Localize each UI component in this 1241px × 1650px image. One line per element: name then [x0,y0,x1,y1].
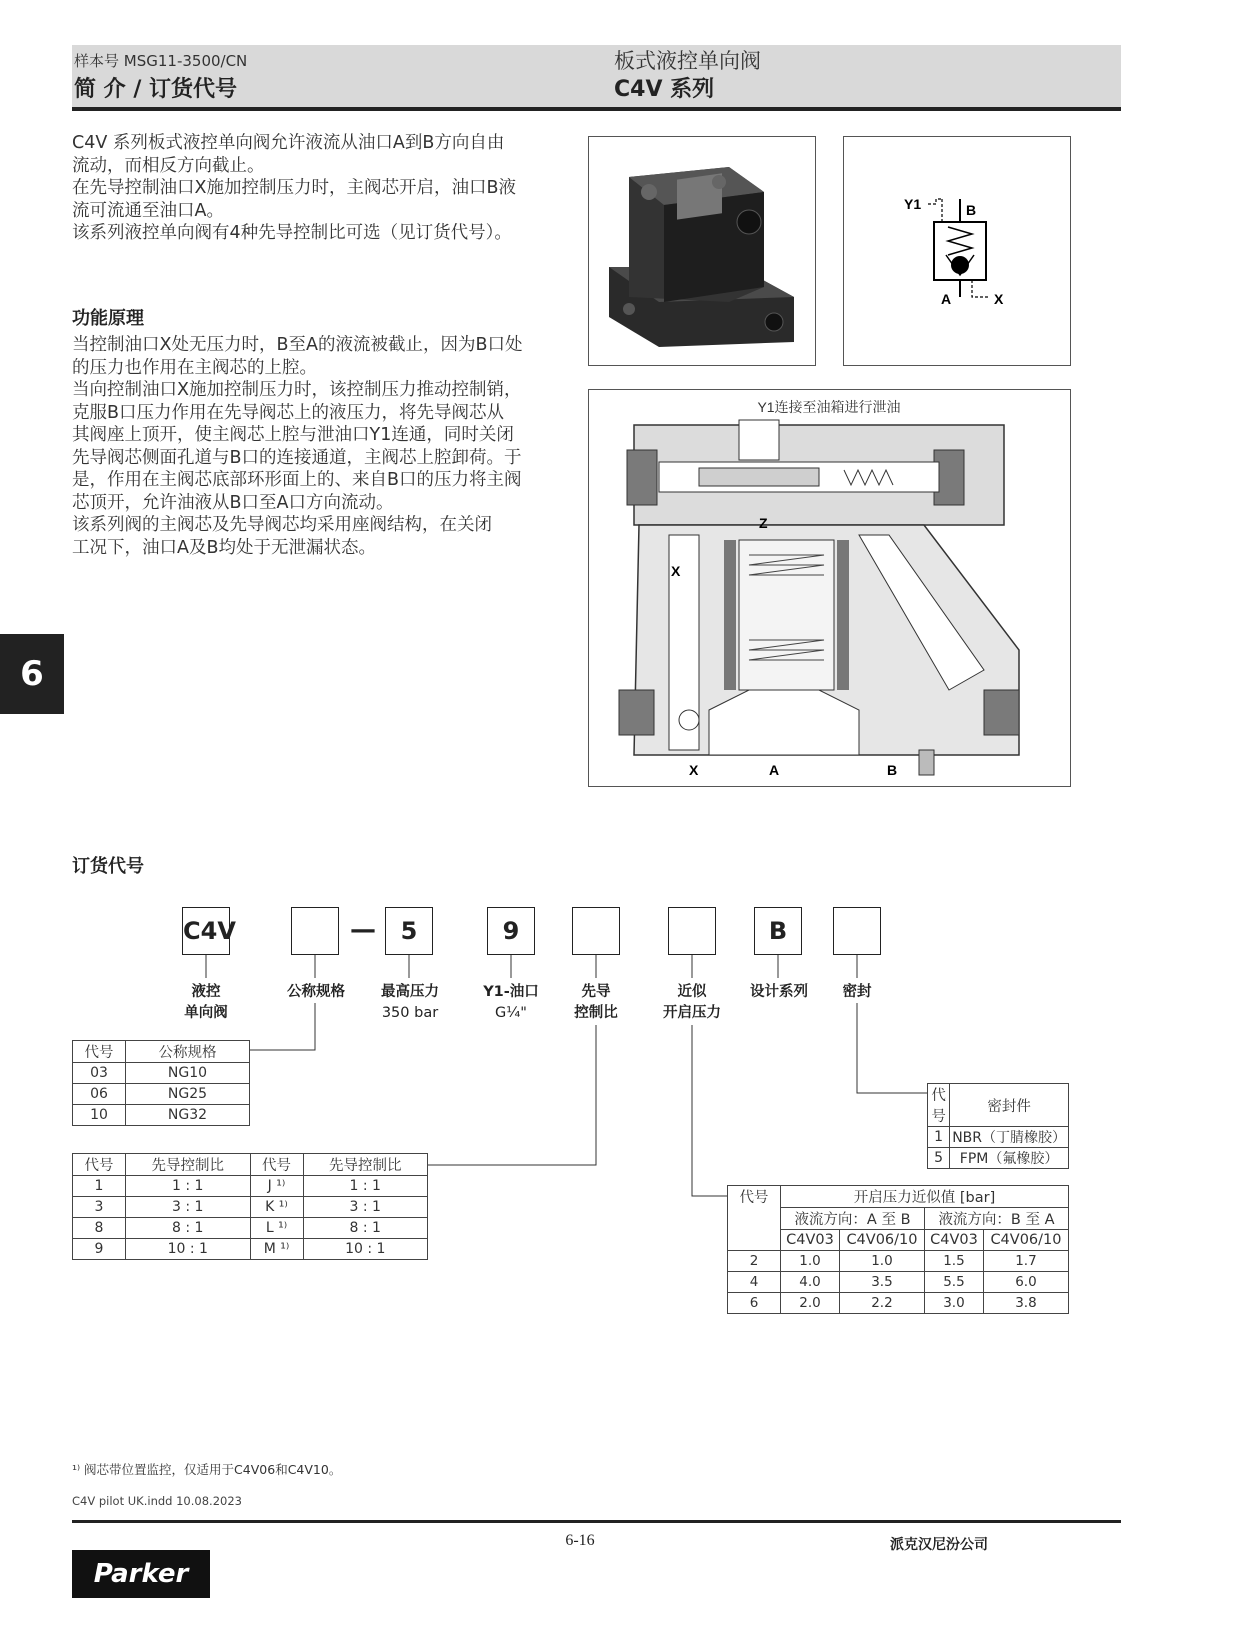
label-line: 控制比 [574,1005,618,1021]
label-line: 液控 [191,984,221,1000]
product-subtitle: 板式液控单向阀 [614,49,761,73]
table-header: 代号 [250,1154,303,1176]
file-info: C4V pilot UK.indd 10.08.2023 [72,1494,242,1508]
table-header: C4V03 [781,1230,840,1251]
table-header: 代号 [73,1154,126,1176]
size-table [72,1040,250,1126]
function-line: 该系列阀的主阀芯及先导阀芯均采用座阀结构，在关闭 [72,515,492,535]
code-box-pressure: 5 [385,907,433,955]
table-cell: 1 : 1 [303,1176,428,1197]
intro-line: 该系列液控单向阀有4种先导控制比可选（见订货代号）。 [72,223,512,243]
seal-table [927,1083,1069,1169]
product-title: C4V 系列 [614,77,715,102]
table-row [73,1239,428,1260]
parker-logo: Parker [72,1550,210,1598]
table-cell: 6 [728,1293,781,1314]
symbol-b-label: B [966,202,977,218]
table-cell: 03 [73,1063,126,1084]
table-row [73,1197,428,1218]
table-cell: 2.0 [781,1293,840,1314]
table-cell: 1 : 1 [126,1176,251,1197]
drawing-z-label: Z [759,515,768,531]
table-cell: FPM（氟橡胶） [950,1148,1069,1169]
label-check-valve [176,982,236,1024]
table-header: 密封件 [950,1084,1069,1127]
table-header: 液流方向：B 至 A [924,1208,1068,1230]
code-box-y1-port: 9 [487,907,535,955]
footnote: ¹⁾ 阀芯带位置监控，仅适用于C4V06和C4V10。 [72,1462,342,1477]
table-cell: 1.0 [781,1251,840,1272]
table-cell: NBR（丁腈橡胶） [950,1127,1069,1148]
table-row [728,1293,1069,1314]
section-title: 简 介 / 订货代号 [74,77,238,102]
table-cell: 8 [73,1218,126,1239]
table-row [73,1176,428,1197]
function-line: 的压力也作用在主阀芯的上腔。 [72,357,317,378]
company-name: 派克汉尼汾公司 [890,1537,988,1553]
table-header: 代号 [73,1041,126,1063]
function-line: 其阀座上顶开，使主阀芯上腔与泄油口Y1连通，同时关闭 [72,425,514,445]
table-header: 先导控制比 [303,1154,428,1176]
table-header: C4V06/10 [983,1230,1068,1251]
table-row [728,1272,1069,1293]
table-row [928,1148,1069,1169]
chapter-tab: 6 [0,634,64,714]
table-cell: 9 [73,1239,126,1260]
symbol-a-label: A [941,291,952,307]
table-header: C4V03 [924,1230,983,1251]
table-row [928,1127,1069,1148]
table-cell: 2 [728,1251,781,1272]
table-cell: 1.0 [839,1251,924,1272]
table-row [73,1105,250,1126]
label-line: 开启压力 [663,1005,721,1021]
pilot-ratio-table [72,1153,428,1260]
table-row [728,1251,1069,1272]
table-header: 先导控制比 [126,1154,251,1176]
table-cell: NG25 [126,1084,250,1105]
label-line: Y1-油口 [483,984,539,1000]
label-cracking-pressure [656,982,728,1024]
table-cell: 1.7 [983,1251,1068,1272]
table-cell: 3.8 [983,1293,1068,1314]
function-line: 当向控制油口X施加控制压力时，该控制压力推动控制销， [72,380,522,400]
catalog-number: 样本号 MSG11-3500/CN [74,52,248,70]
intro-line: C4V 系列板式液控单向阀允许液流从油口A到B方向自由 [72,133,505,153]
table-cell: 3 : 1 [126,1197,251,1218]
table-cell: 3 : 1 [303,1197,428,1218]
table-cell: NG32 [126,1105,250,1126]
code-box-series: C4V [182,907,230,955]
table-cell: 4 [728,1272,781,1293]
table-header: 公称规格 [126,1041,250,1063]
label-y1-port [477,982,545,1024]
table-cell: 3.0 [924,1293,983,1314]
table-cell: 8 : 1 [303,1218,428,1239]
table-header: C4V06/10 [839,1230,924,1251]
function-line: 芯顶开，允许油液从B口至A口方向流动。 [72,492,394,513]
table-cell: 5 [928,1148,950,1169]
table-cell: 10 : 1 [126,1239,251,1260]
label-line: 近似 [677,984,707,1000]
drawing-x-label: X [689,762,699,778]
table-cell: 5.5 [924,1272,983,1293]
table-cell: 06 [73,1084,126,1105]
table-cell: L ¹⁾ [250,1218,303,1239]
label-nominal-size: 公称规格 [287,984,345,1000]
drawing-a-label: A [769,762,780,778]
table-cell: 4.0 [781,1272,840,1293]
table-cell: NG10 [126,1063,250,1084]
table-cell: 10 [73,1105,126,1126]
function-line: 工况下，油口A及B均处于无泄漏状态。 [72,537,376,558]
function-line: 先导阀芯侧面孔道与B口的连接通道，主阀芯上腔卸荷。于 [72,447,522,468]
label-line: 350 bar [381,1005,439,1021]
label-seal: 密封 [842,984,872,1000]
table-header: 代号 [728,1186,781,1251]
page-number: 6-16 [565,1532,595,1549]
drawing-caption: Y1连接至油箱进行泄油 [757,399,901,415]
symbol-x-label: X [994,291,1004,307]
intro-line: 流动，而相反方向截止。 [72,155,265,176]
table-cell: M ¹⁾ [250,1239,303,1260]
table-row [73,1063,250,1084]
code-box-design-series: B [754,907,802,955]
intro-line: 在先导控制油口X施加控制压力时，主阀芯开启，油口B液 [72,178,516,198]
function-line: 克服B口压力作用在先导阀芯上的液压力，将先导阀芯从 [72,402,505,423]
label-design-series: 设计系列 [750,984,808,1000]
intro-line: 流可流通至油口A。 [72,200,224,221]
label-line: 最高压力 [381,984,439,1000]
table-header: 开启压力近似值 [bar] [781,1186,1069,1208]
function-line: 当控制油口X处无压力时，B至A的液流被截止，因为B口处 [72,335,523,355]
label-line: 先导 [581,984,611,1000]
table-cell: 1.5 [924,1251,983,1272]
table-cell: 1 [928,1127,950,1148]
label-line: G¼" [495,1005,527,1021]
label-max-pressure [375,982,445,1024]
function-line: 是，作用在主阀芯底部环形面上的、来自B口的压力将主阀 [72,470,522,490]
function-heading: 功能原理 [72,308,144,329]
ordering-heading: 订货代号 [72,856,144,877]
footer-divider [72,1520,1121,1523]
code-dash: — [350,915,376,945]
table-cell: 8 : 1 [126,1218,251,1239]
label-line: 单向阀 [184,1005,228,1021]
drawing-x-side-label: X [671,563,681,579]
label-pilot-ratio [566,982,626,1024]
symbol-y1-label: Y1 [904,196,922,212]
table-cell: 10 : 1 [303,1239,428,1260]
table-header: 代号 [928,1084,950,1127]
table-cell: K ¹⁾ [250,1197,303,1218]
cracking-pressure-table [727,1185,1069,1314]
table-row [73,1084,250,1105]
table-cell: 3 [73,1197,126,1218]
table-row [73,1218,428,1239]
table-cell: 2.2 [839,1293,924,1314]
table-cell: J ¹⁾ [250,1176,303,1197]
drawing-b-label: B [887,762,898,778]
table-cell: 3.5 [839,1272,924,1293]
table-header: 液流方向：A 至 B [781,1208,925,1230]
table-cell: 1 [73,1176,126,1197]
table-cell: 6.0 [983,1272,1068,1293]
